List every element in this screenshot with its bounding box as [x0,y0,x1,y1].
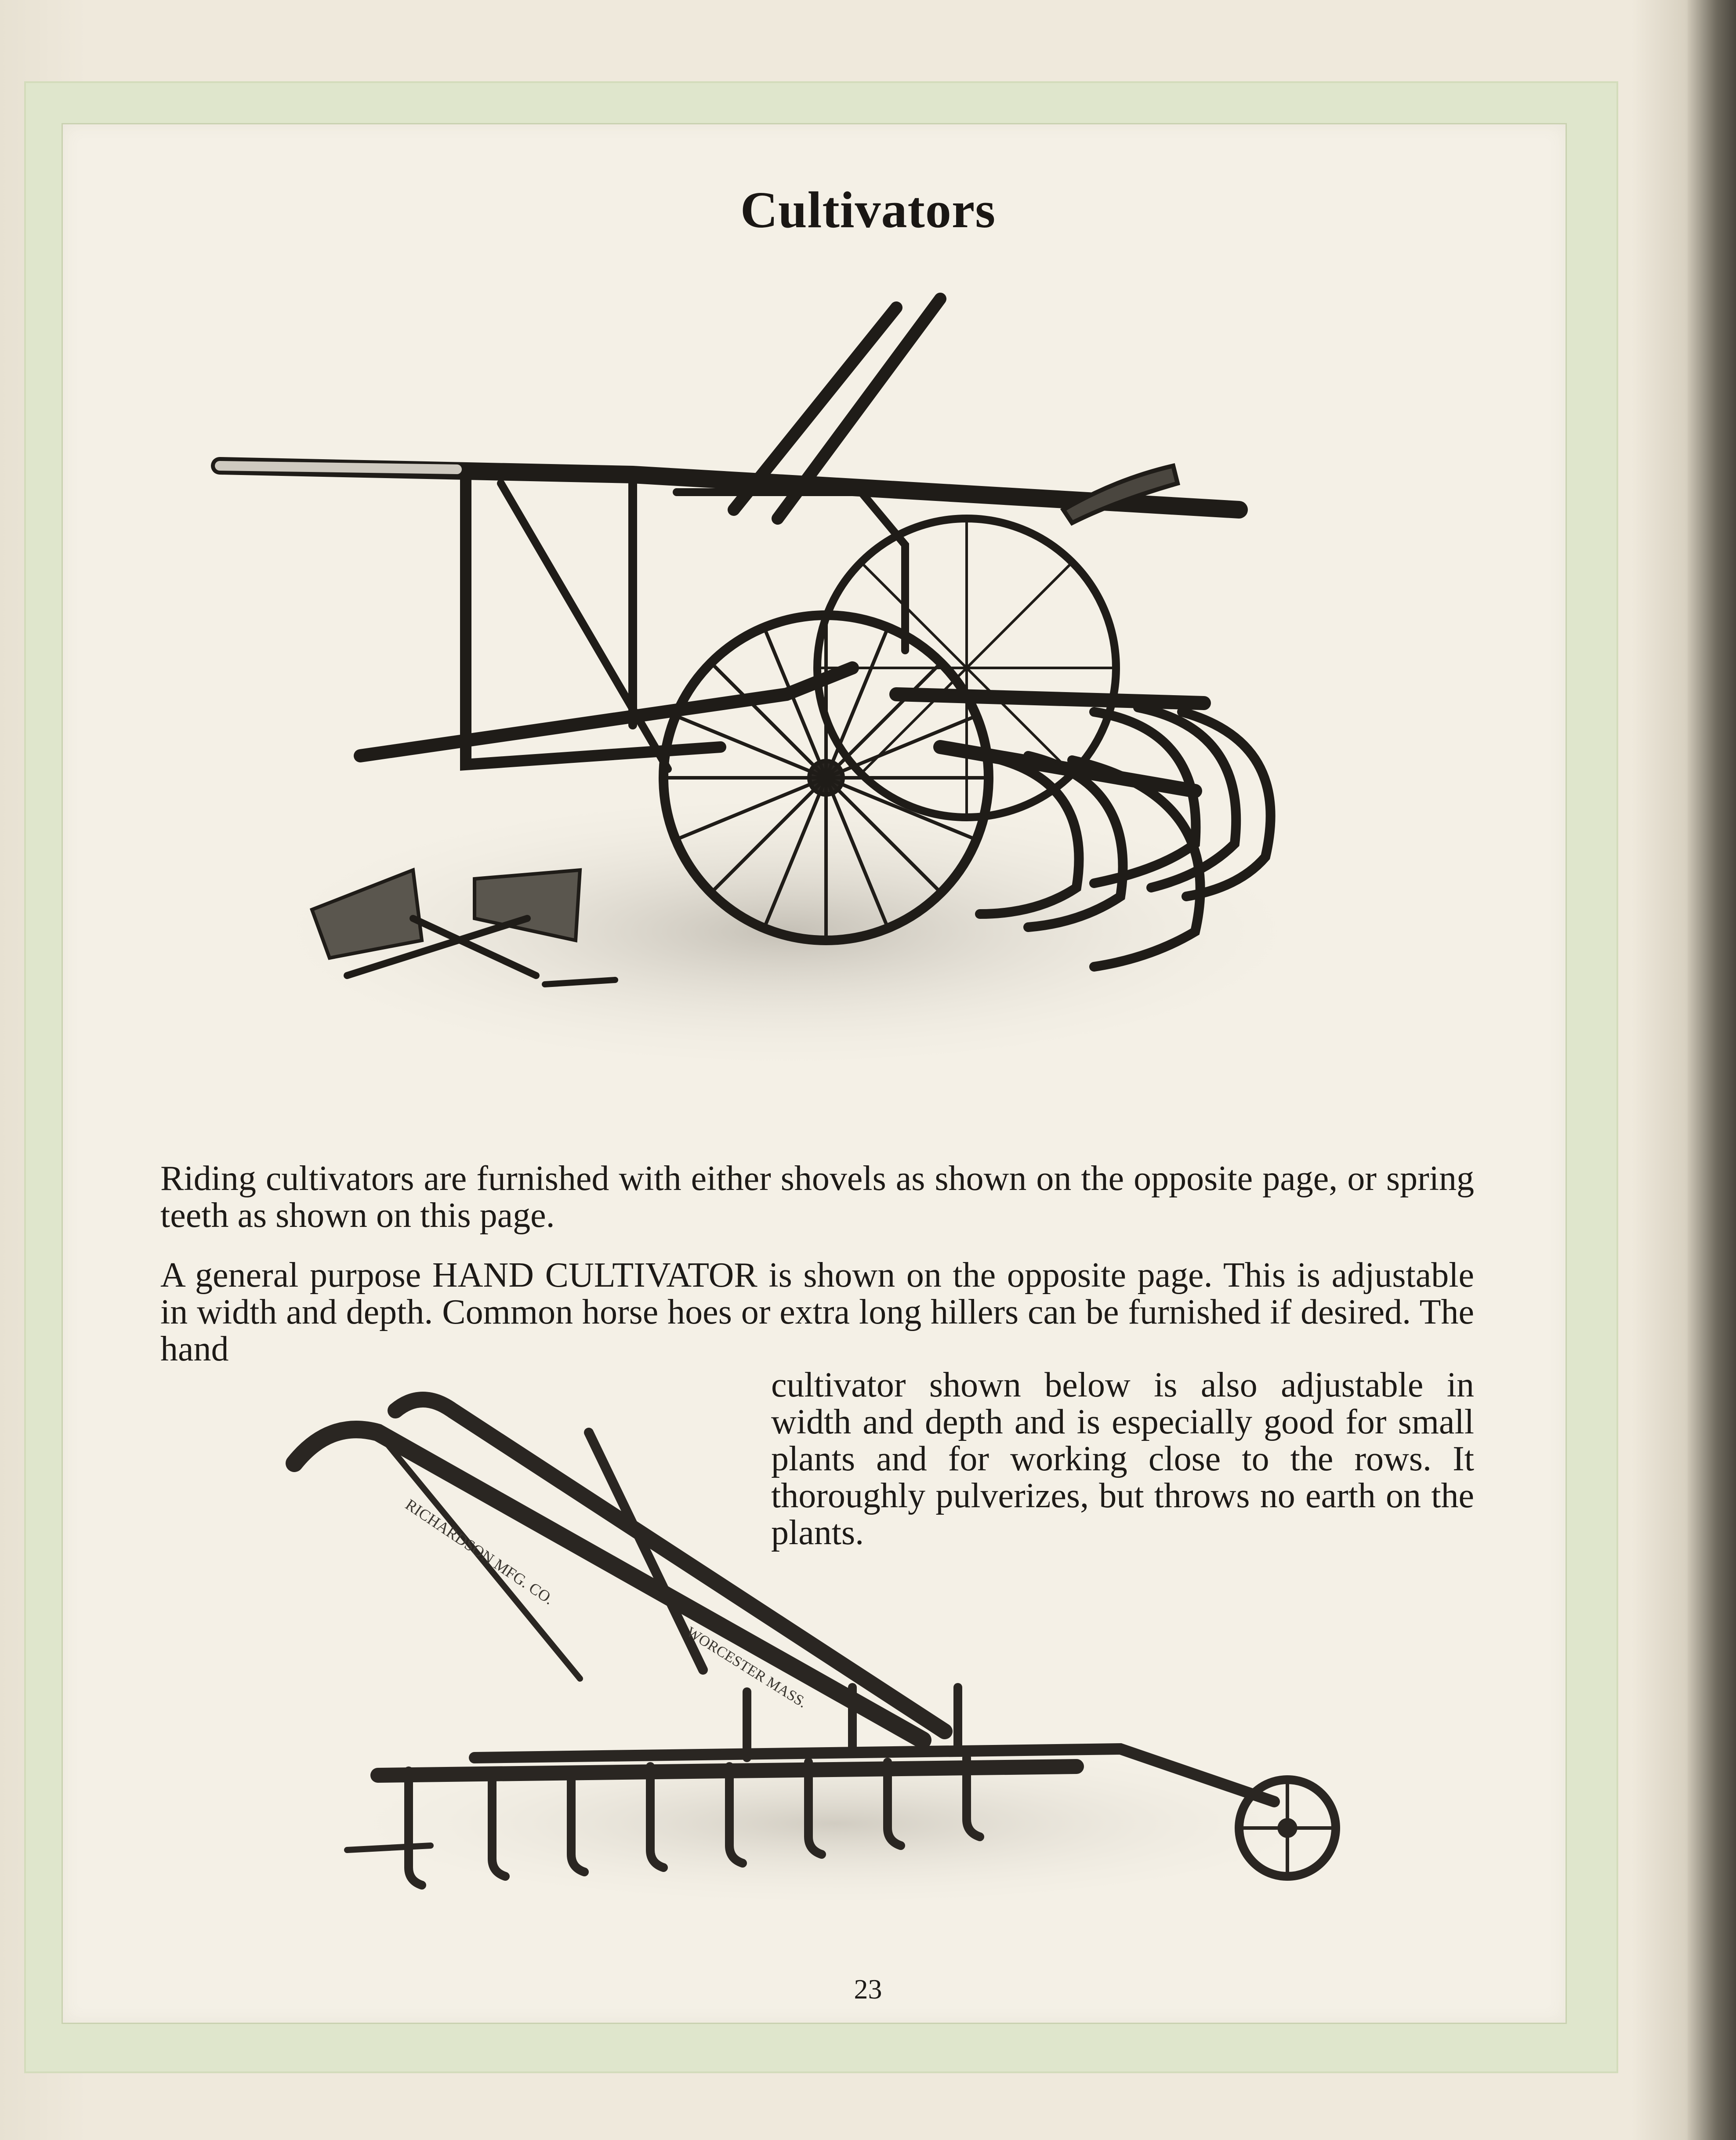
hand-cultivator-paragraph-lead: A general purpose HAND CULTIVATOR is shown on the opposite page. This is adjustable in width and depth. Common horse hoes or extra long hillers can be furnished if desired. The hand [160,1256,1474,1368]
page-number: 23 [854,1973,882,2005]
riding-cultivator-illustration [193,272,1380,1085]
riding-cultivator-paragraph: Riding cultivators are furnished with either shovels as shown on the opposite page, or spring teeth as shown on this page. [160,1159,1474,1235]
ground-shadow [308,1736,1362,1903]
hand-cultivator-illustration [264,1362,1362,1903]
handle-maker-text: RICHARDSON MFG. CO. [402,1495,557,1608]
hand-cultivator-paragraph-wrap: cultivator shown below is also adjustable in width and depth and is especially good for small plants and for working close to the rows. It thoroughly pulverizes, but throws no earth on the plants. [771,1366,1474,1552]
page-title: Cultivators [740,181,996,239]
book-spine-edge [1688,0,1736,2140]
handle-city-text: WORCESTER MASS. [683,1624,810,1711]
